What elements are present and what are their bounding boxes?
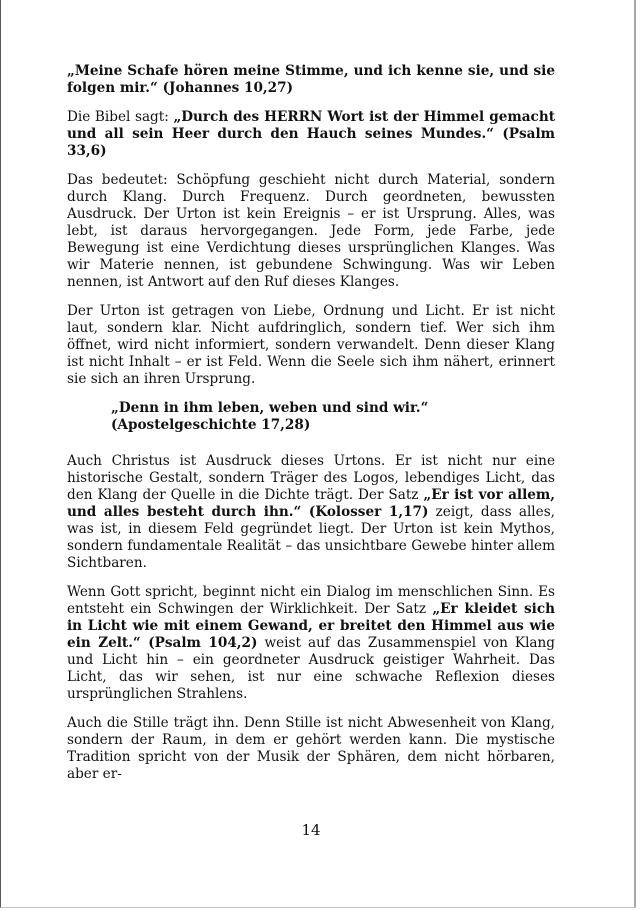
paragraph-intro: Die Bibel sagt: — [67, 109, 174, 125]
paragraph-christus — [67, 453, 555, 572]
bible-quote-psalm-33: „Durch des HERRN Wort ist der Himmel gemacht und all sein Heer durch den Hauch seines Mundes.“ (Psalm 33,6) — [67, 109, 555, 159]
paragraph-text-after: weist auf das Zusammenspiel von Klang und Licht hin – ein geordneter Ausdruck geistiger Wahrheit. Das Licht, das wir sehen, ist nur eine schwache Reflexion dieses ursprünglichen Strahlens. — [67, 635, 555, 702]
paragraph-urton: Der Urton ist getragen von Liebe, Ordnung und Licht. Er ist nicht laut, sondern klar. Nicht aufdringlich, sondern tief. Wer sich ihm öffnet, wird nicht informiert, sondern verwandelt. Denn dieser Klang ist nicht Inhalt – er ist Feld. Wenn die Seele sich ihm nähert, erinnert sie sich an ihren Ursprung. — [67, 303, 555, 387]
paragraph-creation: Das bedeutet: Schöpfung geschieht nicht durch Material, sondern durch Klang. Durch Frequenz. Durch geordneten, bewussten Ausdruck. Der Urton ist kein Ereignis – er ist Ursprung. Alles, was lebt, ist daraus hervorgegangen. Jede Form, jede Farbe, jede Bewegung ist eine Verdichtung dieses ursprünglichen Klanges. Was wir Materie nennen, ist gebundene Schwingung. Was wir Leben nennen, ist Antwort auf den Ruf dieses Klanges. — [67, 172, 555, 290]
paragraph-god-speaks — [67, 584, 555, 703]
paragraph-text-before: Wenn Gott spricht, beginnt nicht ein Dialog im menschlichen Sinn. Es entsteht ein Schwingen der Wirklichkeit. Der Satz — [67, 584, 555, 617]
indented-quote-acts: „Denn in ihm leben, weben und sind wir.“ (Apostelgeschichte 17,28) — [111, 400, 429, 433]
paragraph-text-after: zeigt, dass alles, was ist, in diesem Feld gegründet liegt. Der Urton ist kein Mythos, sondern fundamentale Realität – das unsichtbare Gewebe hinter allem Sichtbaren. — [67, 504, 555, 571]
paragraph-psalm-33 — [67, 109, 555, 160]
paragraph-silence: Auch die Stille trägt ihn. Denn Stille ist nicht Abwesenheit von Klang, sondern der Raum, in dem er gehört werden kann. Die mystische Tradition spricht von der Musik der Sphären, dem nicht hörbaren, aber er- — [67, 715, 555, 782]
paragraph-text-before: Auch Christus ist Ausdruck dieses Urtons. Er ist nicht nur eine historische Gestalt, sondern Träger des Logos, lebendiges Licht, das den Klang der Quelle in die Dichte trägt. Der Satz — [67, 453, 555, 503]
page-body — [67, 63, 555, 783]
bible-quote-colossians: „Er ist vor allem, und alles besteht durch ihn.“ (Kolosser 1,17) — [67, 487, 555, 520]
bible-quote-john: „Meine Schafe hören meine Stimme, und ich kenne sie, und sie folgen mir.“ (Johannes 10,27) — [67, 63, 555, 96]
paragraph-quote-john — [67, 63, 555, 97]
bible-quote-psalm-104: „Er kleidet sich in Licht wie mit einem Gewand, er breitet den Himmel aus wie ein Zelt.“ (Psalm 104,2) — [67, 601, 555, 651]
page-number: 14 — [301, 821, 321, 839]
